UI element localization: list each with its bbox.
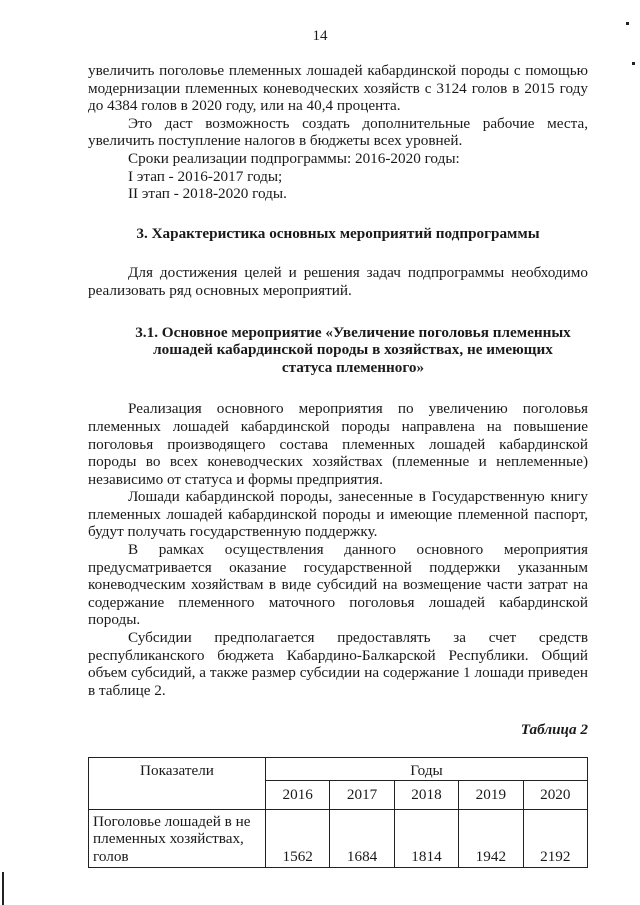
year-2018: 2018 [394, 780, 458, 809]
year-2017: 2017 [330, 780, 394, 809]
document-body [88, 62, 588, 868]
paragraph-stage-2: II этап - 2018-2020 годы. [128, 185, 287, 203]
scan-speck [626, 22, 629, 25]
table-2 [88, 757, 588, 868]
section-3-1-heading: 3.1. Основное мероприятие «Увеличение поголовья племенных лошадей кабардинской породы в хозяйствах, не имеющих статуса племенного» [135, 323, 571, 376]
section-3-text: Для достижения целей и решения задач подпрограммы необходимо реализовать ряд основных мероприятий. [88, 264, 588, 299]
paragraph-terms: Сроки реализации подпрограммы: 2016-2020 годы: [128, 149, 460, 167]
section-3-1-paragraph-3: В рамках осуществления данного основного мероприятия предусматривается оказание государственной поддержки указанным коневодческим хозяйствам в виде субсидий на возмещение части затрат на содержание племенного маточного поголовья лошадей кабардинской породы. [88, 541, 588, 629]
value-2019: 1942 [459, 809, 523, 868]
table-caption: Таблица 2 [520, 721, 588, 739]
year-2016: 2016 [266, 780, 330, 809]
header-indicators: Показатели [89, 758, 266, 810]
scan-edge-mark [2, 872, 4, 905]
value-2020: 2192 [523, 809, 587, 868]
paragraph-jobs: Это даст возможность создать дополнительные рабочие места, увеличить поступление налогов в бюджеты всех уровней. [88, 114, 588, 150]
paragraph-goal: увеличить поголовье племенных лошадей кабардинской породы с помощью модернизации племенных коневодческих хозяйств с 3124 голов в 2015 году до 4384 голов в 2020 году, или на 40,4 процента. [88, 62, 588, 115]
table-header-row [89, 758, 588, 781]
year-2019: 2019 [459, 780, 523, 809]
scan-speck [632, 62, 635, 65]
section-3-1-paragraph-4: Субсидии предполагается предоставлять за счет средств республиканского бюджета Кабардино-Балкарской Республики. Общий объем субсидий, а также размер субсидии на содержание 1 лошади приведен в таблице 2. [88, 629, 588, 699]
header-years: Годы [266, 758, 588, 781]
value-2016: 1562 [266, 809, 330, 868]
section-3-1-paragraph-1: Реализация основного мероприятия по увеличению поголовья племенных лошадей кабардинской породы направлена на повышение поголовья производящего состава племенных лошадей кабардинской породы во всех коневодческих хозяйствах (племенные и неплеменные) независимо от статуса и формы предприятия. [88, 400, 588, 488]
page-number: 14 [312, 28, 328, 44]
paragraph-stage-1: I этап - 2016-2017 годы; [128, 167, 283, 185]
row-label: Поголовье лошадей в не племенных хозяйствах, голов [89, 809, 266, 868]
value-2017: 1684 [330, 809, 394, 868]
section-3-1-paragraph-2: Лошади кабардинской породы, занесенные в Государственную книгу племенных лошадей кабардинской породы и имеющие племенной паспорт, будут получать государственную поддержку. [88, 488, 588, 541]
year-2020: 2020 [523, 780, 587, 809]
section-3-heading: 3. Характеристика основных мероприятий подпрограммы [136, 224, 540, 242]
value-2018: 1814 [394, 809, 458, 868]
table-row [89, 809, 588, 868]
